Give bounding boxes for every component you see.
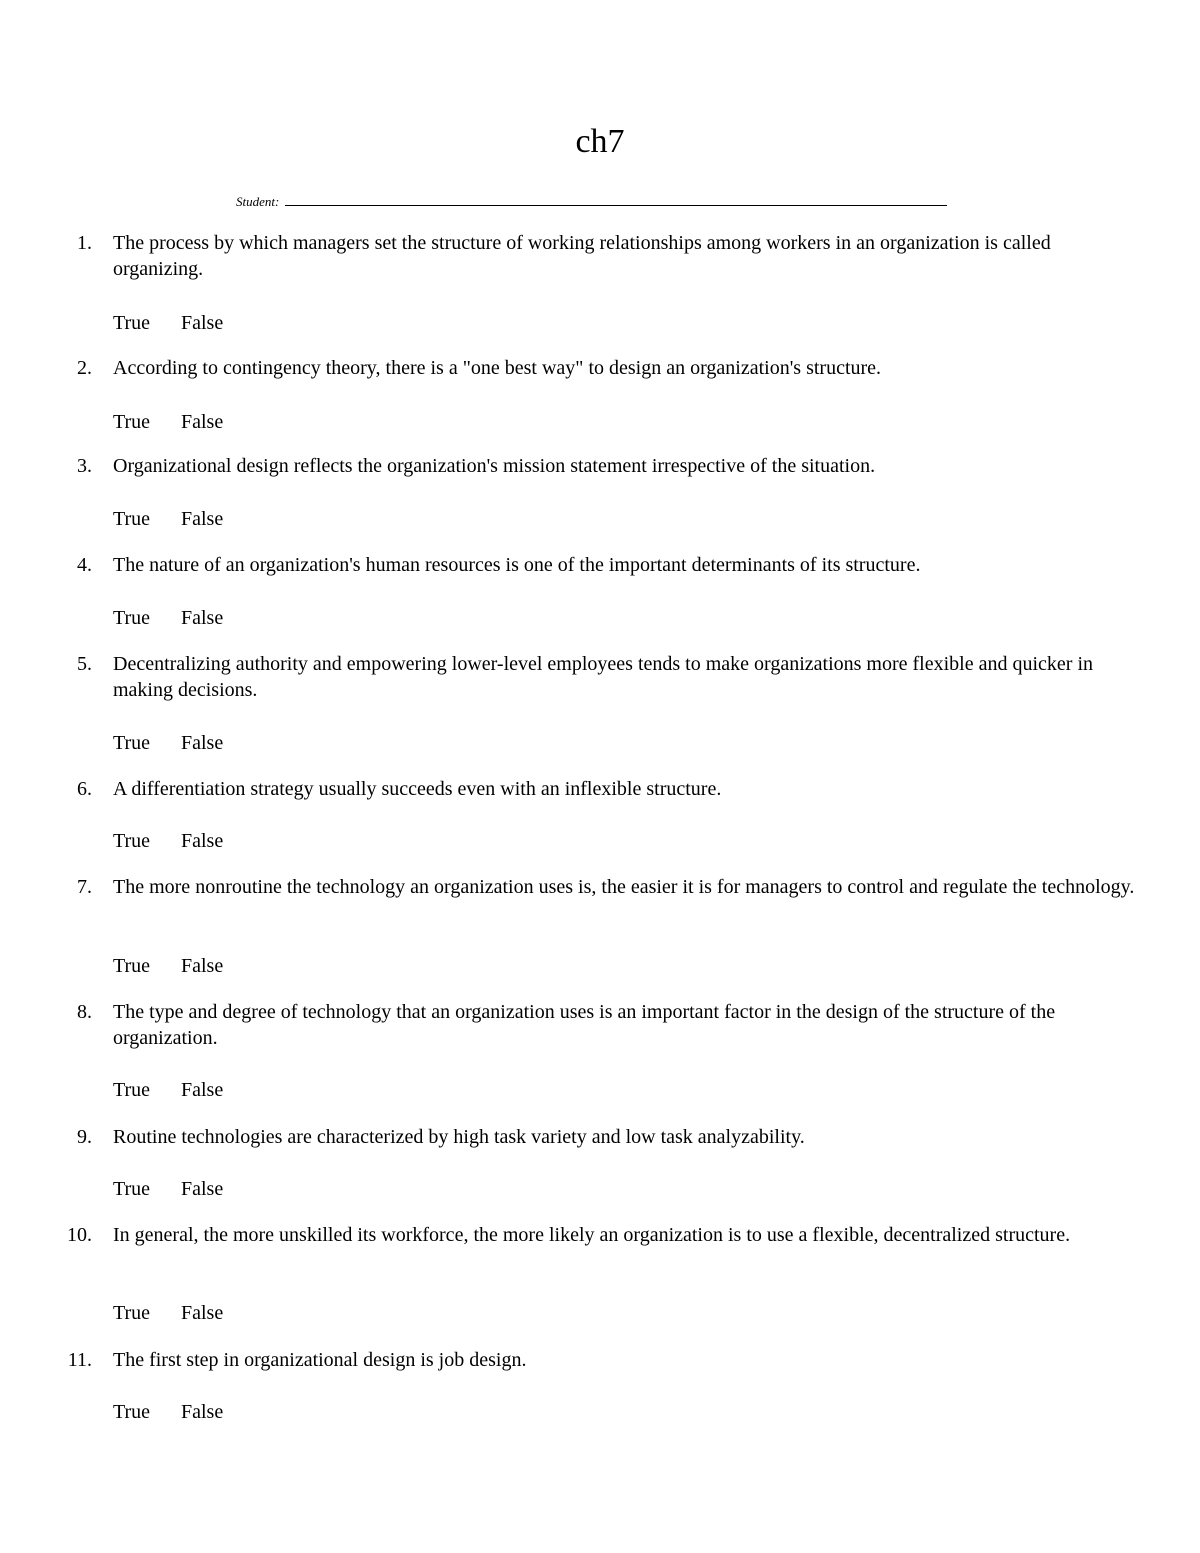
option-false: False	[181, 508, 224, 530]
true-false-options	[113, 1300, 223, 1326]
student-name-line	[285, 205, 947, 206]
question-text: According to contingency theory, there is a "one best way" to design an organization's structure.	[113, 357, 882, 379]
true-false-options	[113, 1176, 223, 1202]
question-text: The more nonroutine the technology an organization uses is, the easier it is for managers to control and regulate the technology.	[113, 876, 1135, 898]
true-false-options	[113, 506, 223, 532]
question-number: 7.	[77, 876, 92, 898]
true-false-options	[113, 605, 223, 631]
option-true: True	[113, 955, 151, 977]
question-number: 10.	[67, 1224, 92, 1246]
true-false-options	[113, 953, 223, 979]
question-text: A differentiation strategy usually succeeds even with an inflexible structure.	[113, 778, 722, 800]
option-false: False	[181, 1178, 224, 1200]
true-false-options	[113, 1077, 223, 1103]
question-number: 6.	[77, 778, 92, 800]
option-false: False	[181, 830, 224, 852]
option-true: True	[113, 508, 151, 530]
option-true: True	[113, 1302, 151, 1324]
question-number: 4.	[77, 554, 92, 576]
option-true: True	[113, 411, 151, 433]
question-text: The process by which managers set the structure of working relationships among workers in an organization is called organizing.	[113, 232, 1051, 280]
option-true: True	[113, 607, 151, 629]
option-true: True	[113, 830, 151, 852]
question-number: 8.	[77, 1001, 92, 1023]
option-true: True	[113, 1178, 151, 1200]
student-label: Student:	[236, 194, 280, 209]
question-text: Routine technologies are characterized by high task variety and low task analyzability.	[113, 1126, 805, 1148]
true-false-options	[113, 730, 223, 756]
option-true: True	[113, 1401, 151, 1423]
question-number: 1.	[77, 232, 92, 254]
option-true: True	[113, 312, 151, 334]
option-false: False	[181, 955, 224, 977]
question-text: The nature of an organization's human resources is one of the important determinants of its structure.	[113, 554, 921, 576]
question-number: 3.	[77, 455, 92, 477]
option-false: False	[181, 312, 224, 334]
question-number: 9.	[77, 1126, 92, 1148]
question-text: Decentralizing authority and empowering lower-level employees tends to make organizations more flexible and quicker in making decisions.	[113, 653, 1094, 701]
question-number: 11.	[67, 1349, 92, 1371]
option-false: False	[181, 1302, 224, 1324]
true-false-options	[113, 409, 223, 435]
option-false: False	[181, 1401, 224, 1423]
option-false: False	[181, 411, 224, 433]
option-false: False	[181, 732, 224, 754]
page-title: ch7	[575, 123, 625, 160]
question-text: The first step in organizational design is job design.	[113, 1349, 527, 1371]
question-text: Organizational design reflects the organization's mission statement irrespective of the situation.	[113, 455, 876, 477]
option-true: True	[113, 732, 151, 754]
option-false: False	[181, 1079, 224, 1101]
question-number: 2.	[77, 357, 92, 379]
option-false: False	[181, 607, 224, 629]
true-false-options	[113, 828, 223, 854]
student-name-row	[236, 188, 947, 210]
question-text: In general, the more unskilled its workforce, the more likely an organization is to use a flexible, decentralized structure.	[113, 1224, 1071, 1246]
option-true: True	[113, 1079, 151, 1101]
question-text: The type and degree of technology that an organization uses is an important factor in the design of the structure of the organization.	[113, 1001, 1056, 1049]
question-number: 5.	[77, 653, 92, 675]
true-false-options	[113, 310, 223, 336]
true-false-options	[113, 1399, 223, 1425]
